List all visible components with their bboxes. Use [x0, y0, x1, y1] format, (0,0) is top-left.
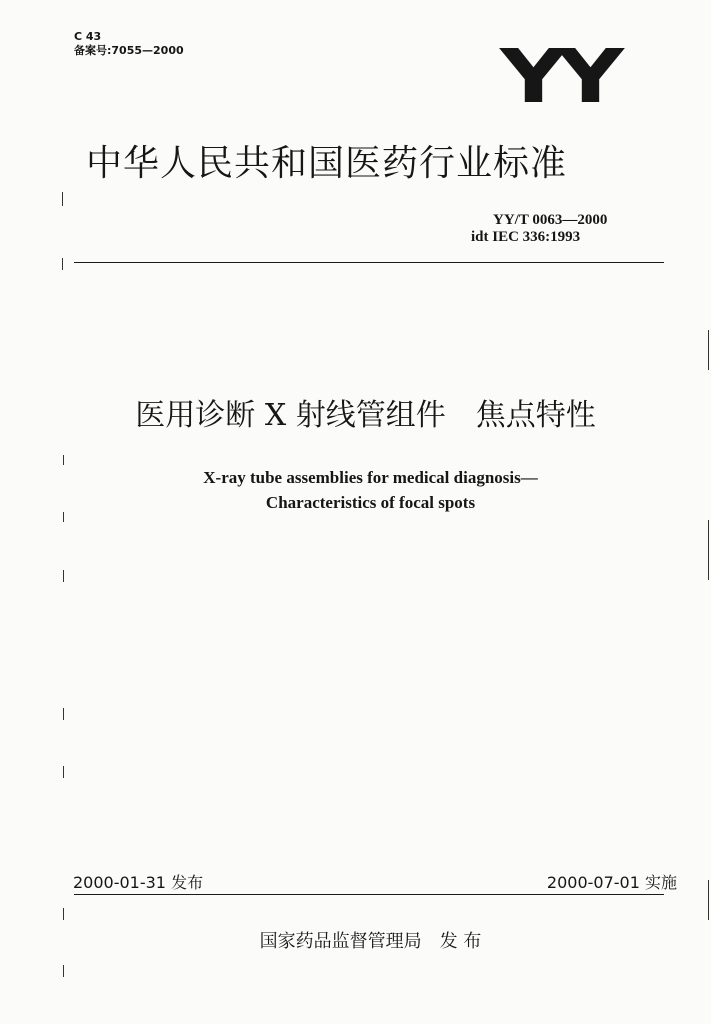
- scan-mark: [62, 258, 63, 270]
- scan-mark: [62, 192, 63, 206]
- classification-block: [74, 30, 184, 58]
- scan-mark: [63, 908, 64, 920]
- header-divider: [74, 262, 664, 263]
- filing-number: 备案号:7055—2000: [74, 44, 184, 57]
- document-title-english: [0, 465, 711, 515]
- implementation-date: 2000-07-01 实施: [546, 873, 677, 892]
- document-title-chinese: 医用诊断 X 射线管组件 焦点特性: [135, 398, 596, 433]
- ccs-code: C 43: [74, 30, 102, 43]
- scan-mark: [63, 570, 64, 582]
- footer-divider: [74, 894, 664, 895]
- yy-logo: YY: [500, 34, 614, 120]
- scan-mark: [63, 455, 64, 465]
- release-date: 2000-01-31 发布: [73, 873, 204, 892]
- scan-mark: [708, 880, 709, 920]
- standard-codes: [471, 212, 641, 246]
- scan-mark: [708, 330, 709, 370]
- standard-category-title: 中华人民共和国医药行业标准: [86, 143, 568, 184]
- scan-mark: [708, 520, 709, 580]
- scan-mark: [63, 766, 64, 778]
- standard-code: YY/T 0063—2000: [493, 212, 608, 228]
- english-title-line-2: Characteristics of focal spots: [265, 493, 476, 512]
- scan-mark: [63, 965, 64, 977]
- scan-mark: [63, 512, 64, 522]
- adoption-reference: idt IEC 336:1993: [471, 229, 581, 245]
- issuing-authority: 国家药品监督管理局 发 布: [259, 931, 482, 952]
- scan-mark: [63, 708, 64, 720]
- english-title-line-1: X-ray tube assemblies for medical diagnosis—: [203, 468, 538, 487]
